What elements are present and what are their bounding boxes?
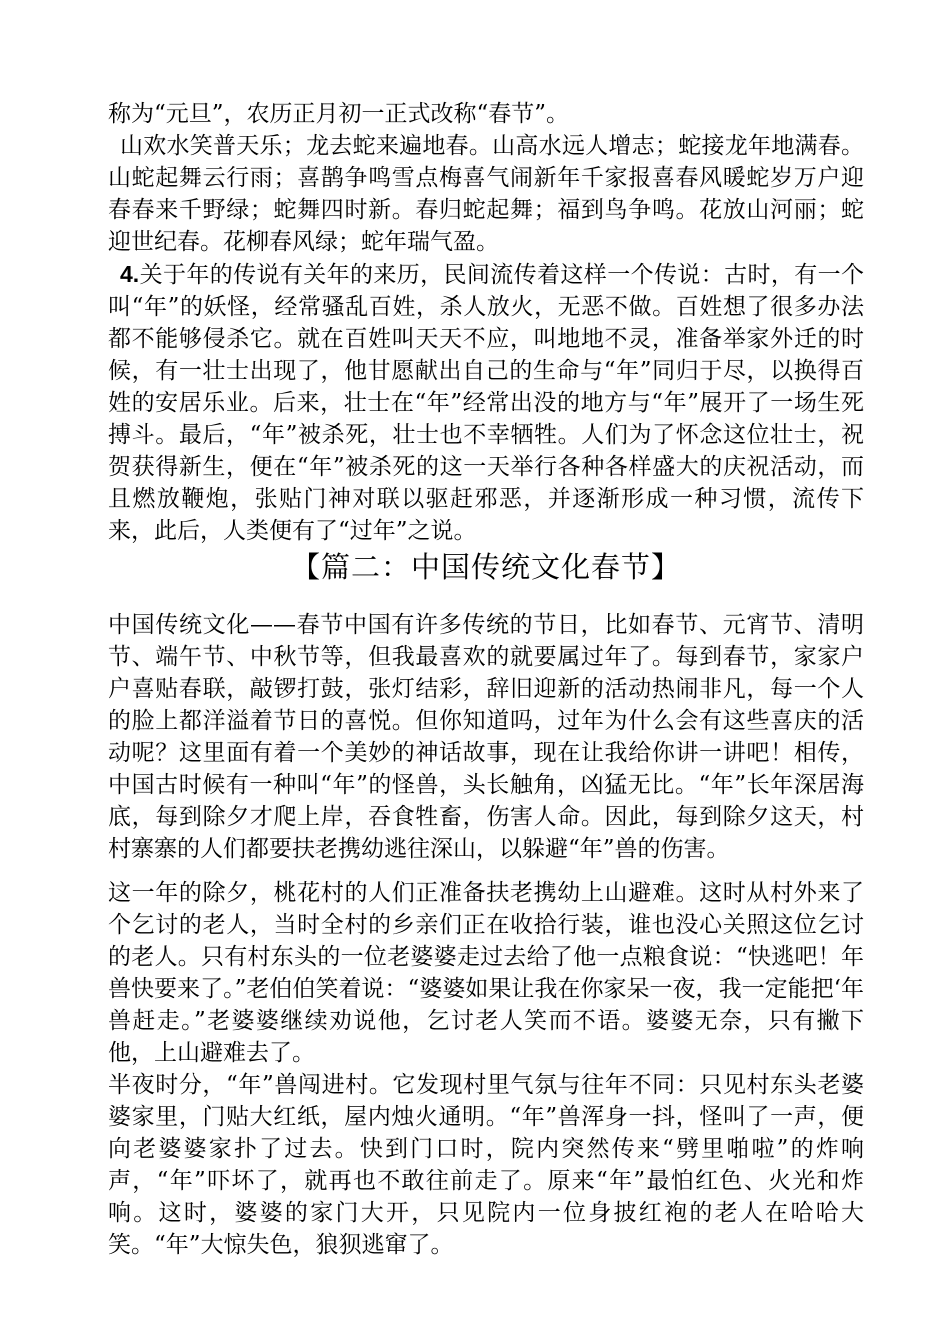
paragraph-old-man: 这一年的除夕，桃花村的人们正准备扶老携幼上山避难。这时从村外来了个乞讨的老人，当时全村的乡亲们正在收拾行装，谁也没心关照这位乞讨的老人。只有村东头的一位老婆婆走过去给了他一点粮食说：“快逃吧！年兽快要来了。”老伯伯笑着说：“婆婆如果让我在你家呆一夜，我一定能把‘年兽赶走。”老婆婆继续劝说他，乞讨老人笑而不语。婆婆无奈，只有撇下他，上山避难去了。: [108, 880, 864, 1066]
section-heading: 【篇二：中国传统文化春节】: [290, 550, 681, 584]
item-number: 4.: [120, 261, 140, 287]
paragraph-yuandan: 称为“元旦”，农历正月初一正式改称“春节”。: [108, 101, 570, 127]
paragraph-couplets: 山欢水笑普天乐；龙去蛇来遍地春。山高水远人增志；蛇接龙年地满春。山蛇起舞云行雨；喜鹊争鸣雪点梅喜气闹新年千家报喜春风暖蛇岁万户迎春春来千野绿；蛇舞四时新。春归蛇起舞；福到鸟争鸣。花放山河丽；蛇迎世纪春。花柳春风绿；蛇年瑞气盈。: [108, 133, 864, 255]
paragraph-legend: [108, 258, 864, 547]
paragraph-intro: 中国传统文化——春节中国有许多传统的节日，比如春节、元宵节、清明节、端午节、中秋节等，但我最喜欢的就要属过年了。每到春节，家家户户喜贴春联，敲锣打鼓，张灯结彩，辞旧迎新的活动热闹非凡，每一个人的脸上都洋溢着节日的喜悦。但你知道吗，过年为什么会有这些喜庆的活动呢？这里面有着一个美妙的神话故事，现在让我给你讲一讲吧！相传，中国古时候有一种叫“年”的怪兽，头长触角，凶猛无比。“年”长年深居海底，每到除夕才爬上岸，吞食牲畜，伤害人命。因此，每到除夕这天，村村寨寨的人们都要扶老携幼逃往深山，以躲避“年”兽的伤害。: [108, 612, 864, 862]
paragraph-legend-text: 关于年的传说有关年的来历，民间流传着这样一个传说：古时，有一个叫“年”的妖怪，经常骚乱百姓，杀人放火，无恶不做。百姓想了很多办法都不能够侵杀它。就在百姓叫天天不应，叫地地不灵，准备举家外迁的时候，有一壮士出现了，他甘愿献出自己的生命与“年”同归于尽，以换得百姓的安居乐业。后来，壮士在“年”经常出没的地方与“年”展开了一场生死搏斗。最后，“年”被杀死，壮士也不幸牺牲。人们为了怀念这位壮士，祝贺获得新生，便在“年”被杀死的这一天举行各种各样盛大的庆祝活动，而且燃放鞭炮，张贴门神对联以驱赶邪恶，并逐渐形成一种习惯，流传下来，此后，人类便有了“过年”之说。: [108, 262, 864, 544]
document-page: [108, 98, 864, 1261]
paragraph-midnight: 半夜时分，“年”兽闯进村。它发现村里气氛与往年不同：只见村东头老婆婆家里，门贴大红纸，屋内烛火通明。“年”兽浑身一抖，怪叫了一声，便向老婆婆家扑了过去。快到门口时，院内突然传来“劈里啪啦”的炸响声，“年”吓坏了，就再也不敢往前走了。原来“年”最怕红色、火光和炸响。这时，婆婆的家门大开，只见院内一位身披红袍的老人在哈哈大笑。“年”大惊失色，狼狈逃窜了。: [108, 1072, 864, 1258]
